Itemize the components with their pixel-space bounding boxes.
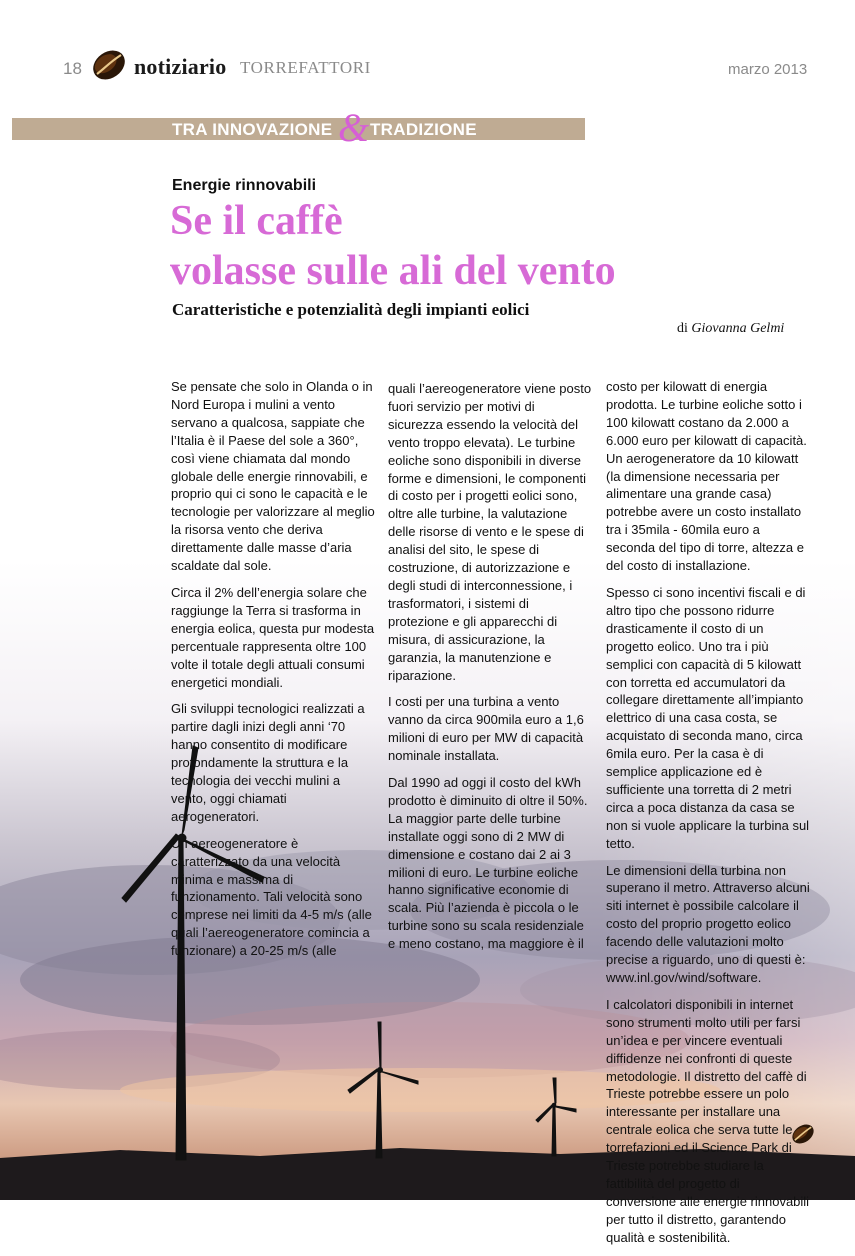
article-subtitle: Caratteristiche e potenzialità degli impianti eolici — [172, 300, 530, 319]
paragraph: Gli sviluppi tecnologici realizzati a partire dagli inizi degli anni ‘70 hanno consentito di modificare profondamente la struttura e la tecnologia dei vecchi mulini a vento, oggi chiamati aerogeneratori. — [171, 701, 365, 824]
publication-name: notiziario — [134, 54, 227, 79]
section-label-right: TRADIZIONE — [370, 120, 477, 139]
text-column-3 — [606, 378, 810, 1256]
end-mark-coffee-bean-icon — [790, 1121, 816, 1147]
article-kicker: Energie rinnovabili — [172, 177, 317, 194]
article-headline — [170, 196, 810, 296]
headline-line-1: Se il caffè — [170, 198, 343, 244]
paragraph: I costi per una turbina a vento vanno da circa 900mila euro a 1,6 milioni di euro per MW di capacità nominale installata. — [388, 694, 584, 764]
text-column-1 — [171, 378, 375, 969]
text-column-2 — [388, 380, 592, 962]
coffee-bean-icon — [90, 46, 128, 84]
section-label-left: TRA INNOVAZIONE — [172, 120, 333, 139]
article-byline — [677, 321, 784, 337]
headline-line-2: volasse sulle ali del vento — [170, 248, 616, 294]
section-ampersand: & — [338, 105, 370, 150]
paragraph: I calcolatori disponibili in internet sono strumenti molto utili per farsi un’idea e per vincere eventuali diffidenze nei confronti di queste metodologie. Il distretto del caffè di Trieste potrebbe essere un polo interessante per installare una centrale eolica che serva tutte le torrefazioni ed il Science Park di Trieste potrebbe studiare la fattibilità del progetto di conversione alle energie rinnovabili per tutto il distretto, garantendo qualità e sostenibilità. — [606, 996, 810, 1245]
paragraph: Spesso ci sono incentivi fiscali e di altro tipo che possono ridurre drasticamente il costo di un progetto eolico. Uno tra i più semplici con capacità di 5 kilowatt con torretta ed accumulatori da collegare direttamente all’impianto elettrico di una casa costa, se acquistato di seconda mano, circa 6mila euro. Per la casa è di semplice applicazione ed è sufficiente una torretta di 2 metri circa a poca distanza da casa se non si vuole applicare la turbina sul tetto. — [606, 584, 810, 851]
byline-prefix: di — [677, 321, 688, 336]
paragraph: Dal 1990 ad oggi il costo del kWh prodotto è diminuito di oltre il 50%. La maggior parte delle turbine installate oggi sono di 2 MW di dimensione e costano dai 2 ai 3 milioni di euro. Le turbine eoliche hanno significative economie di scala. Più l’azienda è piccola o le turbine sono su scala residenziale e meno costano, ma maggiore è il — [388, 775, 588, 952]
page-number: 18 — [63, 59, 82, 78]
paragraph: Se pensate che solo in Olanda o in Nord Europa i mulini a vento servano a qualcosa, sappiate che l’Italia è il Paese del sole a 360°, così viene chiamata dal mondo globale delle energie rinnovabili, e proprio qui ci sono le capacità e le tecnologie per valorizzare al meglio la risorsa vento che deriva direttamente dalle masse d’aria scaldate dal sole. — [171, 379, 375, 574]
issue-date: marzo 2013 — [728, 61, 808, 78]
author-name: Giovanna Gelmi — [691, 321, 785, 336]
publication-subtitle: TORREFATTORI — [240, 58, 371, 77]
paragraph: Le dimensioni della turbina non superano il metro. Attraverso alcuni siti internet è possibile calcolare il costo del proprio progetto eolico facendo delle valutazioni molto precise a riguardo, uno di questi è: www.inl.gov/wind/software. — [606, 862, 810, 985]
paragraph: Circa il 2% dell’energia solare che raggiunge la Terra si trasforma in energia eolica, questa pur modesta percentuale rappresenta oltre 100 volte il totale degli attuali consumi energetici mondiali. — [171, 584, 375, 690]
paragraph: Un aereogeneratore è caratterizzato da una velocità minima e massima di funzionamento. Tali velocità sono comprese nei limiti da 4-5 m/s (alle quali l’aereogeneratore comincia a funzionare) a 20-25 m/s (alle — [171, 835, 372, 959]
paragraph: costo per kilowatt di energia prodotta. Le turbine eoliche sotto i 100 kilowatt costano da 2.000 a 6.000 euro per kilowatt di capacità. Un aerogeneratore da 10 kilowatt (la dimensione necessaria per alimentare una grande casa) potrebbe avere un costo installato tra i 35mila - 60mila euro a seconda del tipo di torre, altezza e del costo di installazione. — [606, 379, 807, 574]
paragraph: quali l’aereogeneratore viene posto fuori servizio per motivi di sicurezza essendo la velocità del vento troppo elevata). Le turbine eoliche sono disponibili in diverse forme e dimensioni, le componenti di costo per i progetti eolici sono, oltre alle turbine, la valutazione delle risorse di vento e le spese di analisi del sito, le spese di costruzione, di autorizzazione e degli studi di interconnessione, i trasformatori, i sistemi di protezione e gli apparecchi di misura, di assicurazione, la garanzia, la manutenzione e riparazione. — [388, 381, 592, 683]
